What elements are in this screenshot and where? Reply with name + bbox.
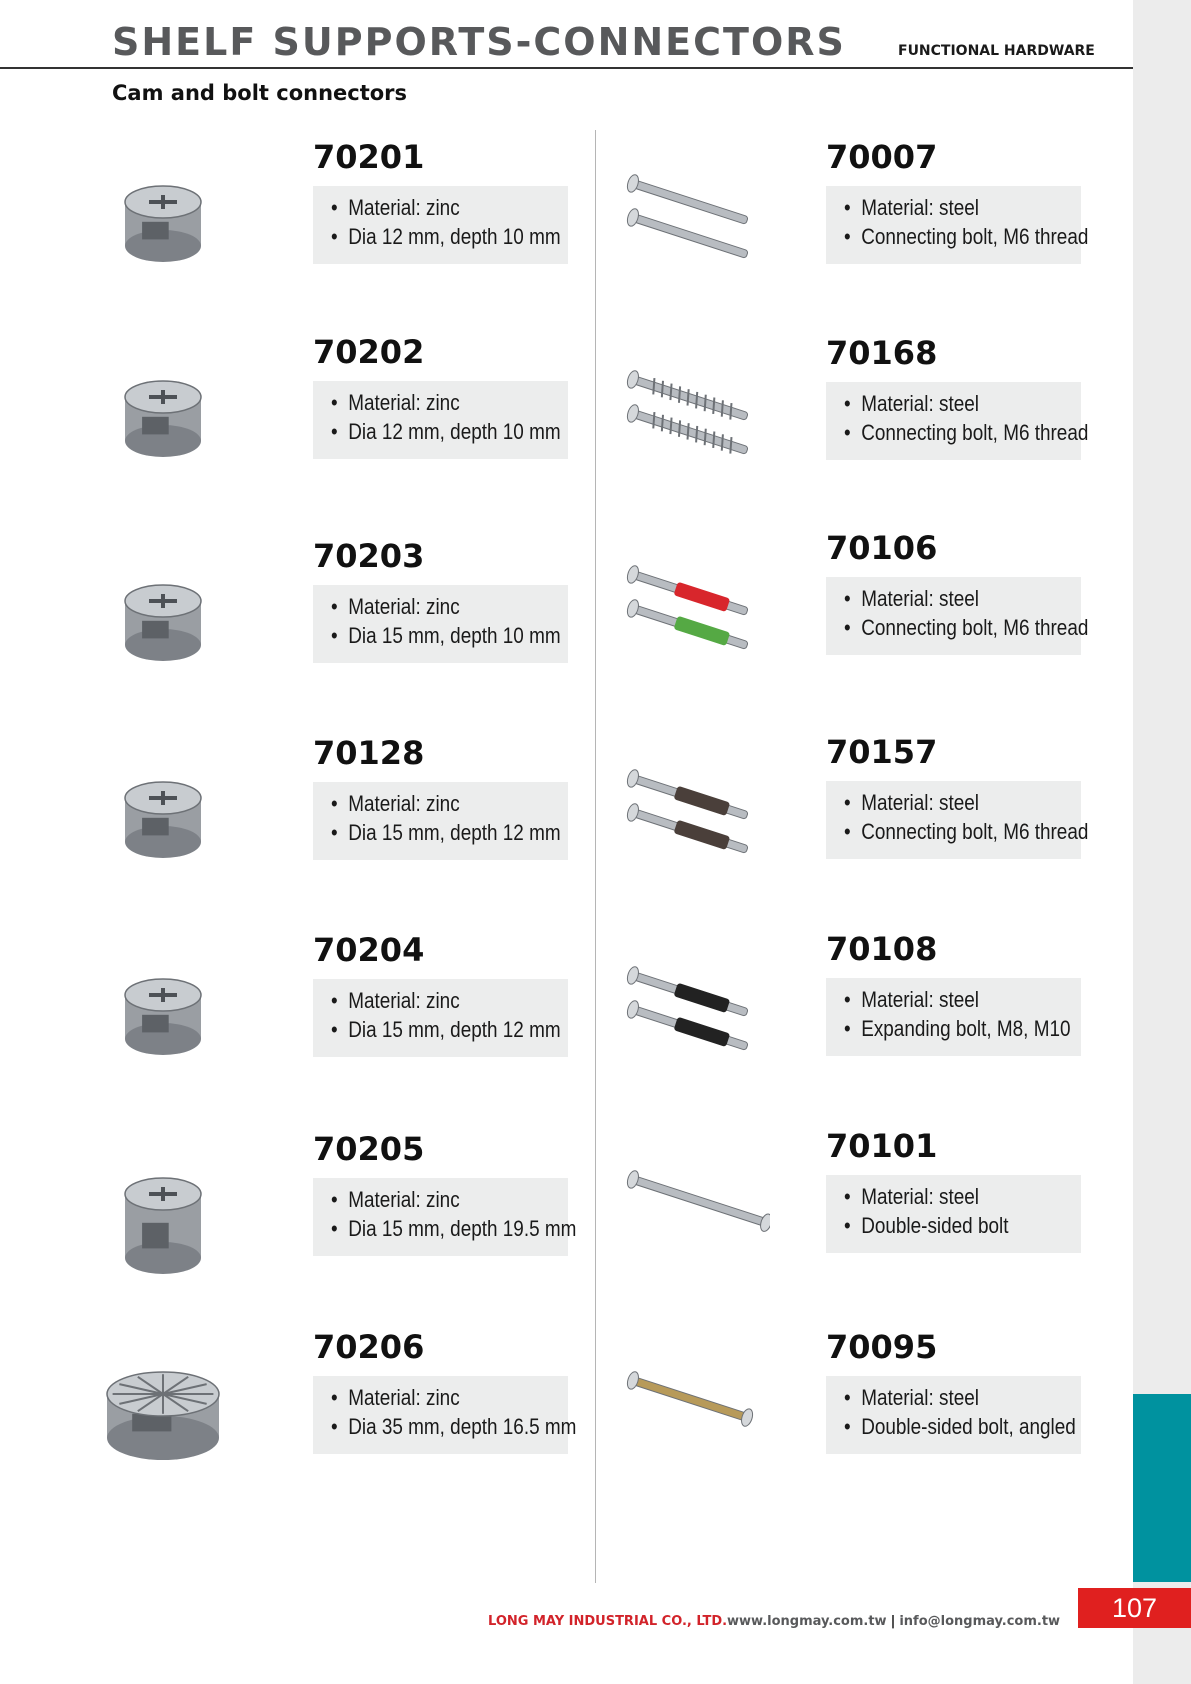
cam-lock-icon xyxy=(103,573,253,683)
spec-item: • Material: zinc xyxy=(331,789,535,818)
spec-box xyxy=(313,1178,577,1256)
spec-item: • Material: steel xyxy=(844,1182,1048,1211)
side-tab-accent xyxy=(1133,1394,1191,1582)
dowel-bolt-icon xyxy=(620,565,770,675)
spec-item: • Dia 35 mm, depth 16.5 mm xyxy=(331,1412,535,1441)
product-code: 70128 xyxy=(313,734,425,772)
product-code: 70157 xyxy=(826,733,938,771)
cam-lock-deep-icon xyxy=(103,1166,253,1276)
spec-item: • Connecting bolt, M6 thread xyxy=(844,222,1048,251)
product-code: 70202 xyxy=(313,333,425,371)
spec-item: • Double-sided bolt, angled xyxy=(844,1412,1048,1441)
spec-item: • Material: zinc xyxy=(331,592,535,621)
spec-box xyxy=(826,1175,1081,1253)
footer-contact xyxy=(727,1614,1060,1629)
spec-box xyxy=(313,186,568,264)
product-code: 70206 xyxy=(313,1328,425,1366)
product-code: 70168 xyxy=(826,334,938,372)
spec-item: • Dia 12 mm, depth 10 mm xyxy=(331,417,535,446)
product-code: 70007 xyxy=(826,138,938,176)
spec-item: • Material: zinc xyxy=(331,1383,535,1412)
product-code: 70201 xyxy=(313,138,425,176)
spec-item: • Dia 12 mm, depth 10 mm xyxy=(331,222,535,251)
spec-item: • Material: steel xyxy=(844,584,1048,613)
page-number: 107 xyxy=(1078,1588,1191,1628)
spec-item: • Material: steel xyxy=(844,1383,1048,1412)
angled-bolt-icon xyxy=(620,1364,770,1474)
spec-item: • Material: steel xyxy=(844,389,1048,418)
footer-company: LONG MAY INDUSTRIAL CO., LTD. xyxy=(488,1614,728,1629)
footer-website[interactable]: www.longmay.com.tw xyxy=(727,1614,887,1629)
double-sided-bolt-icon xyxy=(620,1163,770,1273)
spec-item: • Connecting bolt, M6 thread xyxy=(844,817,1048,846)
page-subtitle: Cam and bolt connectors xyxy=(112,81,408,105)
screw-bolt-icon xyxy=(620,370,770,480)
spec-box xyxy=(826,1376,1081,1454)
spec-item: • Expanding bolt, M8, M10 xyxy=(844,1014,1048,1043)
spec-item: • Material: zinc xyxy=(331,1185,535,1214)
expanding-bolt-icon xyxy=(620,966,770,1076)
spec-box xyxy=(826,186,1089,264)
footer-email[interactable]: info@longmay.com.tw xyxy=(899,1614,1061,1629)
product-code: 70203 xyxy=(313,537,425,575)
spec-item: • Material: steel xyxy=(844,985,1048,1014)
page-title: SHELF SUPPORTS-CONNECTORS xyxy=(112,20,846,64)
spec-item: • Dia 15 mm, depth 10 mm xyxy=(331,621,535,650)
column-divider xyxy=(595,130,596,1583)
product-code: 70205 xyxy=(313,1130,425,1168)
dowel-bolt-icon xyxy=(620,769,770,879)
spec-item: • Material: zinc xyxy=(331,193,535,222)
cam-lock-small-icon xyxy=(103,174,253,284)
spec-item: • Material: steel xyxy=(844,193,1048,222)
cam-lock-icon xyxy=(103,770,253,880)
spec-item: • Dia 15 mm, depth 12 mm xyxy=(331,818,535,847)
cam-lock-large-icon xyxy=(103,1364,253,1474)
cam-lock-small-icon xyxy=(103,369,253,479)
spec-box xyxy=(313,782,568,860)
product-code: 70095 xyxy=(826,1328,938,1366)
spec-item: • Connecting bolt, M6 thread xyxy=(844,613,1048,642)
spec-box xyxy=(313,1376,577,1454)
spec-box xyxy=(826,978,1081,1056)
product-code: 70108 xyxy=(826,930,938,968)
spec-box xyxy=(313,381,568,459)
spec-box xyxy=(313,585,568,663)
spec-box xyxy=(826,781,1089,859)
spec-item: • Connecting bolt, M6 thread xyxy=(844,418,1048,447)
spec-item: • Double-sided bolt xyxy=(844,1211,1048,1240)
section-label: FUNCTIONAL HARDWARE xyxy=(898,43,1095,59)
spec-box xyxy=(313,979,568,1057)
connecting-bolt-icon xyxy=(620,174,770,284)
header-rule xyxy=(0,67,1133,69)
spec-item: • Material: zinc xyxy=(331,388,535,417)
spec-item: • Dia 15 mm, depth 12 mm xyxy=(331,1015,535,1044)
product-code: 70106 xyxy=(826,529,938,567)
footer-separator: | xyxy=(890,1614,896,1629)
cam-lock-icon xyxy=(103,967,253,1077)
spec-box xyxy=(826,382,1089,460)
spec-item: • Dia 15 mm, depth 19.5 mm xyxy=(331,1214,535,1243)
spec-box xyxy=(826,577,1089,655)
spec-item: • Material: zinc xyxy=(331,986,535,1015)
product-code: 70101 xyxy=(826,1127,938,1165)
product-code: 70204 xyxy=(313,931,425,969)
spec-item: • Material: steel xyxy=(844,788,1048,817)
